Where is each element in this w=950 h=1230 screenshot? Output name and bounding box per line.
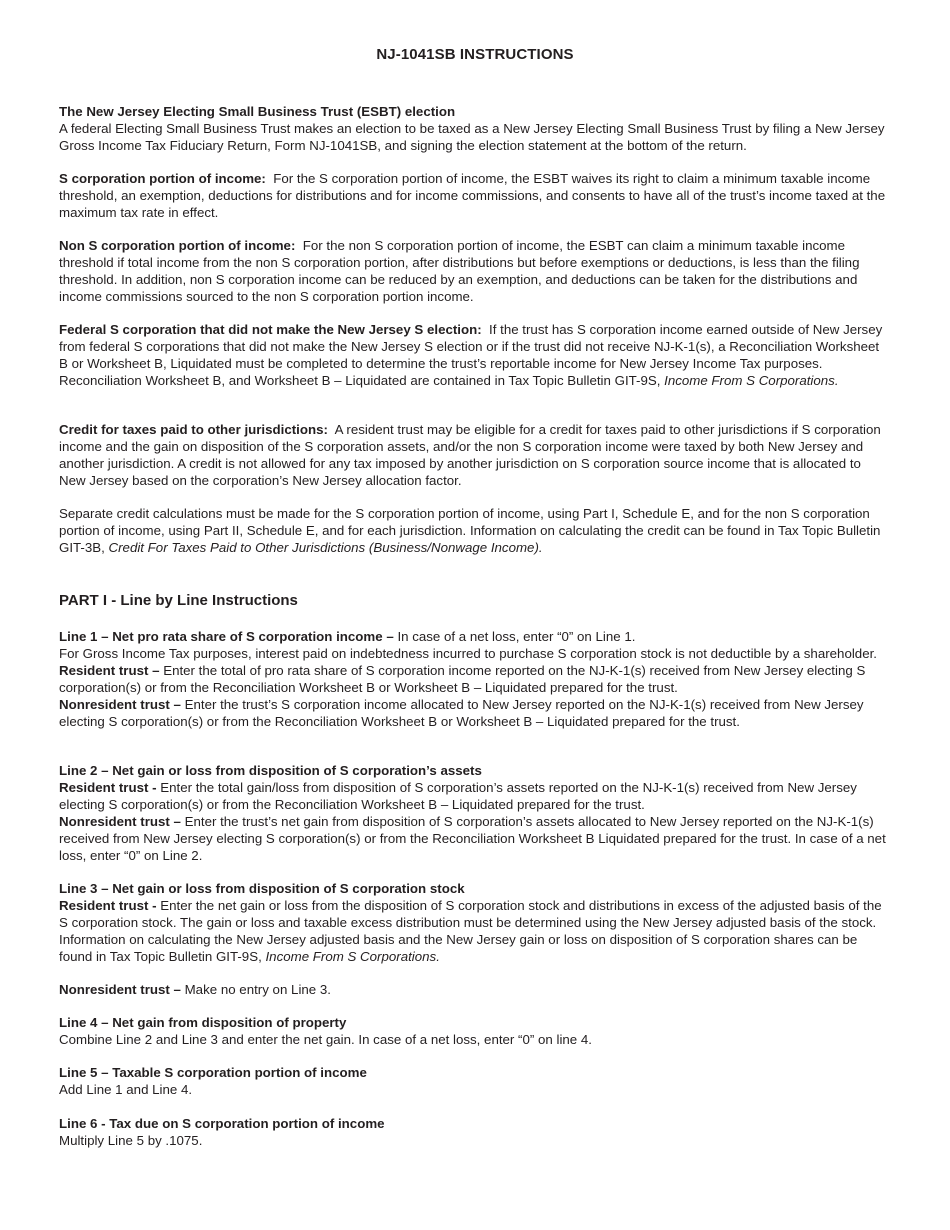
section-body: If the trust has S corporation income earned outside of New Jersey from federal S corporations that did not make the New Jersey S election or if the trust did not receive NJ-K-1(s), a Reconciliation Worksheet B or Worksheet B, Liquidated must be completed to determine the trust’s reportable income for New Jersey Income Tax purposes. Reconciliation Worksheet B, and Worksheet B – Liquidated are contained in Tax Topic Bulletin GIT-9S, [59, 322, 883, 388]
line-body: Multiply Line 5 by .1075. [59, 1133, 203, 1148]
line-body: Add Line 1 and Line 4. [59, 1082, 193, 1097]
resident-body: Enter the total of pro rata share of S corporation income reported on the NJ-K-1(s) received from New Jersey electing S corporation(s) or from the Reconciliation Worksheet B or Worksheet B – Liquidated prepared for the trust. [59, 663, 866, 695]
nonresident-body: Make no entry on Line 3. [184, 982, 331, 997]
page-title: NJ-1041SB INSTRUCTIONS [376, 46, 574, 63]
line-2-section [59, 762, 891, 864]
nonresident-label: Nonresident trust – [59, 814, 181, 829]
section-label: Federal S corporation that did not make the New Jersey S election: [59, 322, 482, 337]
line-5-section [59, 1064, 891, 1098]
resident-label: Resident trust - [59, 780, 157, 795]
non-s-corp-portion-section [59, 237, 891, 305]
resident-body: Enter the total gain/loss from disposition of S corporation’s assets reported on the NJ-K-1(s) received from New Jersey electing S corporation(s) or from the Reconciliation Worksheet B – Liquidated prepared for the trust. [59, 780, 857, 812]
s-corp-portion-section [59, 170, 891, 221]
resident-label: Resident trust – [59, 663, 160, 678]
section-label: Non S corporation portion of income: [59, 238, 296, 253]
section-body: For the non S corporation portion of income, the ESBT can claim a minimum taxable income threshold if total income from the non S corporation portion, after distributions but before exemptions or deductions, is less than the filing threshold. In addition, non S corporation income can be reduced by an exemption, and deductions can be taken for the distributions and income commissions sourced to the non S corporation portion income. [59, 238, 860, 304]
credit-other-jurisdictions-section [59, 421, 891, 489]
line-body: For Gross Income Tax purposes, interest paid on indebtedness incurred to purchase S corporation stock is not deductible by a shareholder. [59, 646, 877, 661]
section-body: For the S corporation portion of income, the ESBT waives its right to claim a minimum taxable income threshold, an exemption, deductions for distributions and for income commissions, and consents to have all of the trust’s income taxed at the maximum tax rate in effect. [59, 171, 886, 220]
publication-title: Income From S Corporations. [265, 949, 440, 964]
federal-s-corp-section [59, 321, 891, 389]
nonresident-body: Enter the trust’s S corporation income allocated to New Jersey reported on the NJ-K-1(s) received from New Jersey electing S corporation(s) or from the Reconciliation Worksheet B or Worksheet B – Liquidated prepared for the trust. [59, 697, 864, 729]
line-heading: Line 6 - Tax due on S corporation portion of income [59, 1116, 385, 1131]
publication-title: Credit For Taxes Paid to Other Jurisdictions (Business/Nonwage Income). [108, 540, 543, 555]
section-body: Separate credit calculations must be made for the S corporation portion of income, using Part I, Schedule E, and for the non S corporation portion of income, using Part II, Schedule E, and for each jurisdiction. Information on calculating the credit can be found in Tax Topic Bulletin GIT-3B, [59, 506, 881, 555]
line-heading: Line 2 – Net gain or loss from disposition of S corporation’s assets [59, 763, 482, 778]
resident-label: Resident trust - [59, 898, 157, 913]
nonresident-body: Enter the trust’s net gain from disposition of S corporation’s assets allocated to New Jersey reported on the NJ-K-1(s) received from New Jersey electing S corporation(s) or from the Reconciliation Worksheet B Liquidated prepared for the trust. In case of a net loss, enter “0” on Line 2. [59, 814, 886, 863]
line-3-section [59, 880, 891, 965]
publication-title: Income From S Corporations. [664, 373, 839, 388]
line-6-section [59, 1115, 891, 1149]
line-heading: Line 5 – Taxable S corporation portion of income [59, 1065, 367, 1080]
line-3-nonresident [59, 981, 891, 998]
section-label: Credit for taxes paid to other jurisdictions: [59, 422, 328, 437]
resident-body: Enter the net gain or loss from the disposition of S corporation stock and distributions in excess of the adjusted basis of the S corporation stock. The gain or loss and taxable excess distribution must be determined using the New Jersey adjusted basis of the stock. Information on calculating the New Jersey adjusted basis and the New Jersey gain or loss on disposition of S corporation shares can be found in Tax Topic Bulletin GIT-9S, [59, 898, 882, 964]
line-heading: Line 4 – Net gain from disposition of property [59, 1015, 347, 1030]
part-heading: PART I - Line by Line Instructions [59, 592, 298, 609]
line-body: Combine Line 2 and Line 3 and enter the net gain. In case of a net loss, enter “0” on line 4. [59, 1032, 592, 1047]
esbt-election-section [59, 103, 891, 154]
section-label: S corporation portion of income: [59, 171, 266, 186]
nonresident-label: Nonresident trust – [59, 697, 181, 712]
line-heading-note: In case of a net loss, enter “0” on Line 1. [397, 629, 636, 644]
section-body: A resident trust may be eligible for a credit for taxes paid to other jurisdictions if S corporation income and the gain on disposition of the S corporation assets, and/or the non S corporation income were taxed by both New Jersey and another jurisdiction. A credit is not allowed for any tax imposed by another jurisdiction on S corporation source income that is allocated to New Jersey based on the corporation’s New Jersey allocation factor. [59, 422, 881, 488]
line-1-section [59, 628, 891, 730]
separate-credit-section [59, 505, 891, 556]
line-4-section [59, 1014, 891, 1048]
nonresident-label: Nonresident trust – [59, 982, 181, 997]
line-heading: Line 3 – Net gain or loss from disposition of S corporation stock [59, 881, 465, 896]
section-body: A federal Electing Small Business Trust makes an election to be taxed as a New Jersey Electing Small Business Trust by filing a New Jersey Gross Income Tax Fiduciary Return, Form NJ-1041SB, and signing the election statement at the bottom of the return. [59, 121, 885, 153]
section-heading: The New Jersey Electing Small Business Trust (ESBT) election [59, 104, 456, 119]
line-heading: Line 1 – Net pro rata share of S corporation income – [59, 629, 394, 644]
